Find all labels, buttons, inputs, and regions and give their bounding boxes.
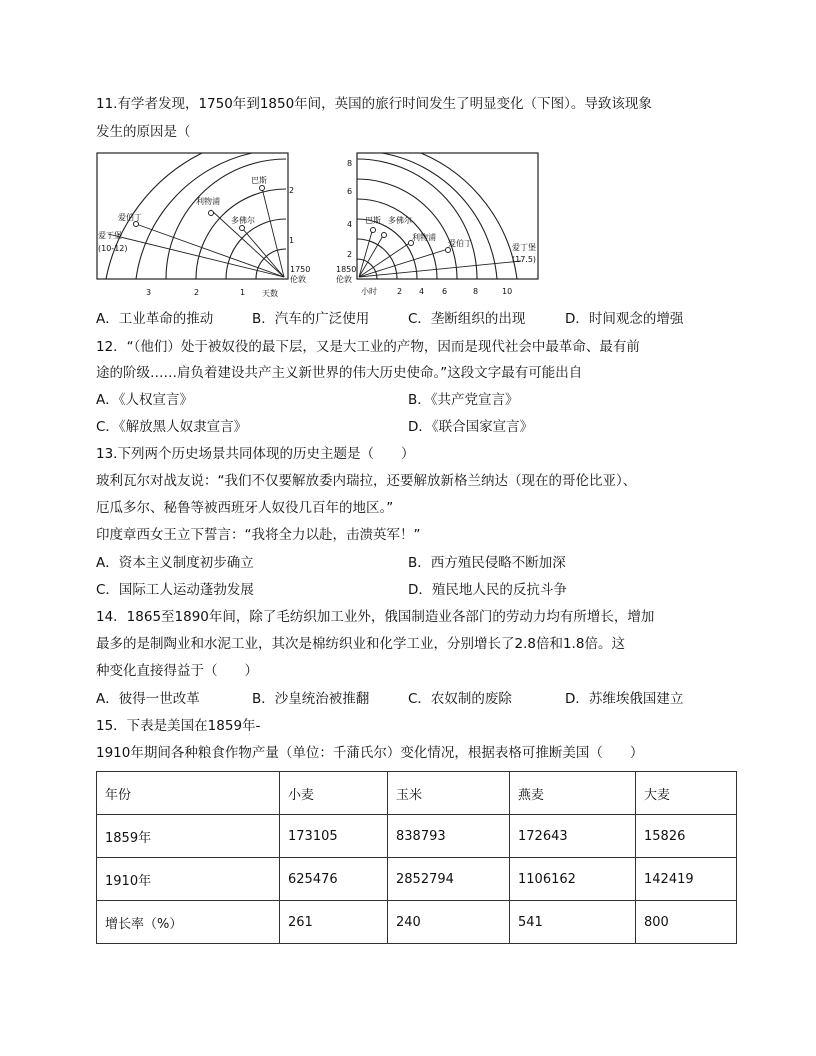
label-dover: 多佛尔: [388, 216, 412, 225]
table-cell: 625476: [280, 858, 388, 901]
q13-stem-line4: 印度章西女王立下誓言：“我将全力以赴，击溃英军！”: [96, 527, 421, 543]
x-tick: 10: [502, 287, 513, 296]
label-edinburgh-range: (10-12): [98, 244, 128, 253]
grain-production-table: [96, 771, 737, 944]
x-tick: 4: [419, 287, 425, 296]
q12-option-c[interactable]: C．《解放黑人奴隶宣言》: [96, 419, 248, 435]
y-tick: 2: [289, 186, 295, 195]
q13-stem-line1: 13.下列两个历史场景共同体现的历史主题是（ ）: [96, 446, 415, 462]
table-row: [97, 858, 737, 901]
table-header-cell: 燕麦: [510, 772, 636, 815]
table-header-cell: 玉米: [388, 772, 510, 815]
table-cell: 1859年: [97, 815, 280, 858]
label-dover: 多佛尔: [231, 216, 255, 225]
label-year: 1850: [336, 265, 357, 274]
table-cell: 173105: [280, 815, 388, 858]
table-header-cell: 大麦: [636, 772, 737, 815]
y-tick: 4: [347, 220, 353, 229]
q15-stem-line1: 15．下表是美国在1859年-: [96, 718, 261, 734]
table-cell: 800: [636, 901, 737, 944]
label-bath: 巴斯: [365, 216, 381, 225]
q15-stem-line2: 1910年期间各种粮食作物产量（单位：千蒲氏尔）变化情况，根据表格可推断美国（ ）: [96, 745, 644, 761]
q12-option-b[interactable]: B．《共产党宣言》: [408, 392, 519, 408]
q11-option-b[interactable]: B．汽车的广泛使用: [252, 311, 370, 327]
table-cell: 1106162: [510, 858, 636, 901]
table-cell: 838793: [388, 815, 510, 858]
q11-figure-1850: [336, 150, 546, 300]
table-row: [97, 901, 737, 944]
table-cell: 142419: [636, 858, 737, 901]
q12-option-a[interactable]: A．《人权宣言》: [96, 392, 193, 408]
q14-option-d[interactable]: D．苏维埃俄国建立: [565, 691, 684, 707]
q13-option-a[interactable]: A．资本主义制度初步确立: [96, 555, 254, 571]
label-edinburgh-value: (17.5): [512, 255, 537, 264]
y-tick: 8: [347, 159, 353, 168]
q12-option-d[interactable]: D．《联合国家宣言》: [408, 419, 534, 435]
q11-stem-line2: 发生的原因是（: [96, 124, 191, 140]
q14-stem-line1: 14．1865至1890年间，除了毛纺织加工业外，俄国制造业各部门的劳动力均有所增长，增加: [96, 609, 655, 625]
y-tick: 1: [289, 236, 295, 245]
label-london: 伦敦: [336, 275, 352, 284]
table-cell: 15826: [636, 815, 737, 858]
q14-stem-line2: 最多的是制陶业和水泥工业，其次是棉纺织业和化学工业，分别增长了2.8倍和1.8倍。这: [96, 636, 625, 652]
q14-option-a[interactable]: A．彼得一世改革: [96, 691, 200, 707]
table-cell: 172643: [510, 815, 636, 858]
q11-figure-1750: [96, 150, 311, 300]
table-cell: 541: [510, 901, 636, 944]
q12-stem-line2: 途的阶级……肩负着建设共产主义新世界的伟大历史使命。”这段文字最有可能出自: [96, 365, 583, 381]
table-cell: 261: [280, 901, 388, 944]
table-cell: 增长率（%）: [97, 901, 280, 944]
label-hours: 小时: [361, 287, 377, 296]
q13-option-c[interactable]: C．国际工人运动蓬勃发展: [96, 582, 254, 598]
label-liverpool: 利物浦: [412, 233, 436, 242]
label-days: 天数: [262, 289, 278, 298]
x-tick: 1: [240, 288, 246, 297]
q11-option-a[interactable]: A．工业革命的推动: [96, 311, 214, 327]
distance-arcs: [357, 153, 517, 279]
table-cell: 240: [388, 901, 510, 944]
x-tick: 2: [397, 287, 403, 296]
q11-option-d[interactable]: D．时间观念的增强: [565, 311, 684, 327]
table-cell: 2852794: [388, 858, 510, 901]
q13-stem-line2: 玻利瓦尔对战友说：“我们不仅要解放委内瑞拉，还要解放新格兰纳达（现在的哥伦比亚）、: [96, 473, 637, 489]
q13-stem-line3: 厄瓜多尔、秘鲁等被西班牙人奴役几百年的地区。”: [96, 500, 394, 516]
q14-option-b[interactable]: B．沙皇统治被推翻: [252, 691, 370, 707]
table-header-row: [97, 772, 737, 815]
label-aberdeen: 爱伯丁: [448, 239, 472, 248]
label-liverpool: 利物浦: [196, 197, 220, 206]
q12-stem-line1: 12．“（他们）处于被奴役的最下层，又是大工业的产物，因而是现代社会中最革命、最有前: [96, 339, 640, 355]
label-bath: 巴斯: [251, 176, 267, 185]
table-header-cell: 小麦: [280, 772, 388, 815]
label-aberdeen: 爱伯丁: [118, 213, 142, 222]
x-tick: 8: [473, 287, 479, 296]
x-tick: 3: [146, 288, 152, 297]
table-cell: 1910年: [97, 858, 280, 901]
q13-option-d[interactable]: D．殖民地人民的反抗斗争: [408, 582, 567, 598]
q13-option-b[interactable]: B．西方殖民侵略不断加深: [408, 555, 566, 571]
table-row: [97, 815, 737, 858]
q14-option-c[interactable]: C．农奴制的废除: [408, 691, 512, 707]
label-edinburgh: 爱丁堡: [512, 243, 536, 252]
label-london: 伦敦: [290, 275, 306, 284]
q11-option-c[interactable]: C．垄断组织的出现: [408, 311, 526, 327]
x-tick: 6: [442, 287, 448, 296]
label-year: 1750: [290, 265, 311, 274]
label-edinburgh: 爱丁堡: [98, 231, 122, 240]
y-tick: 2: [347, 250, 353, 259]
x-tick: 2: [194, 288, 200, 297]
q11-stem-line1: 11.有学者发现，1750年到1850年间，英国的旅行时间发生了明显变化（下图）。导致该现象: [96, 96, 652, 112]
q14-stem-line3: 种变化直接得益于（ ）: [96, 663, 258, 679]
y-tick: 6: [347, 187, 353, 196]
table-header-cell: 年份: [97, 772, 280, 815]
